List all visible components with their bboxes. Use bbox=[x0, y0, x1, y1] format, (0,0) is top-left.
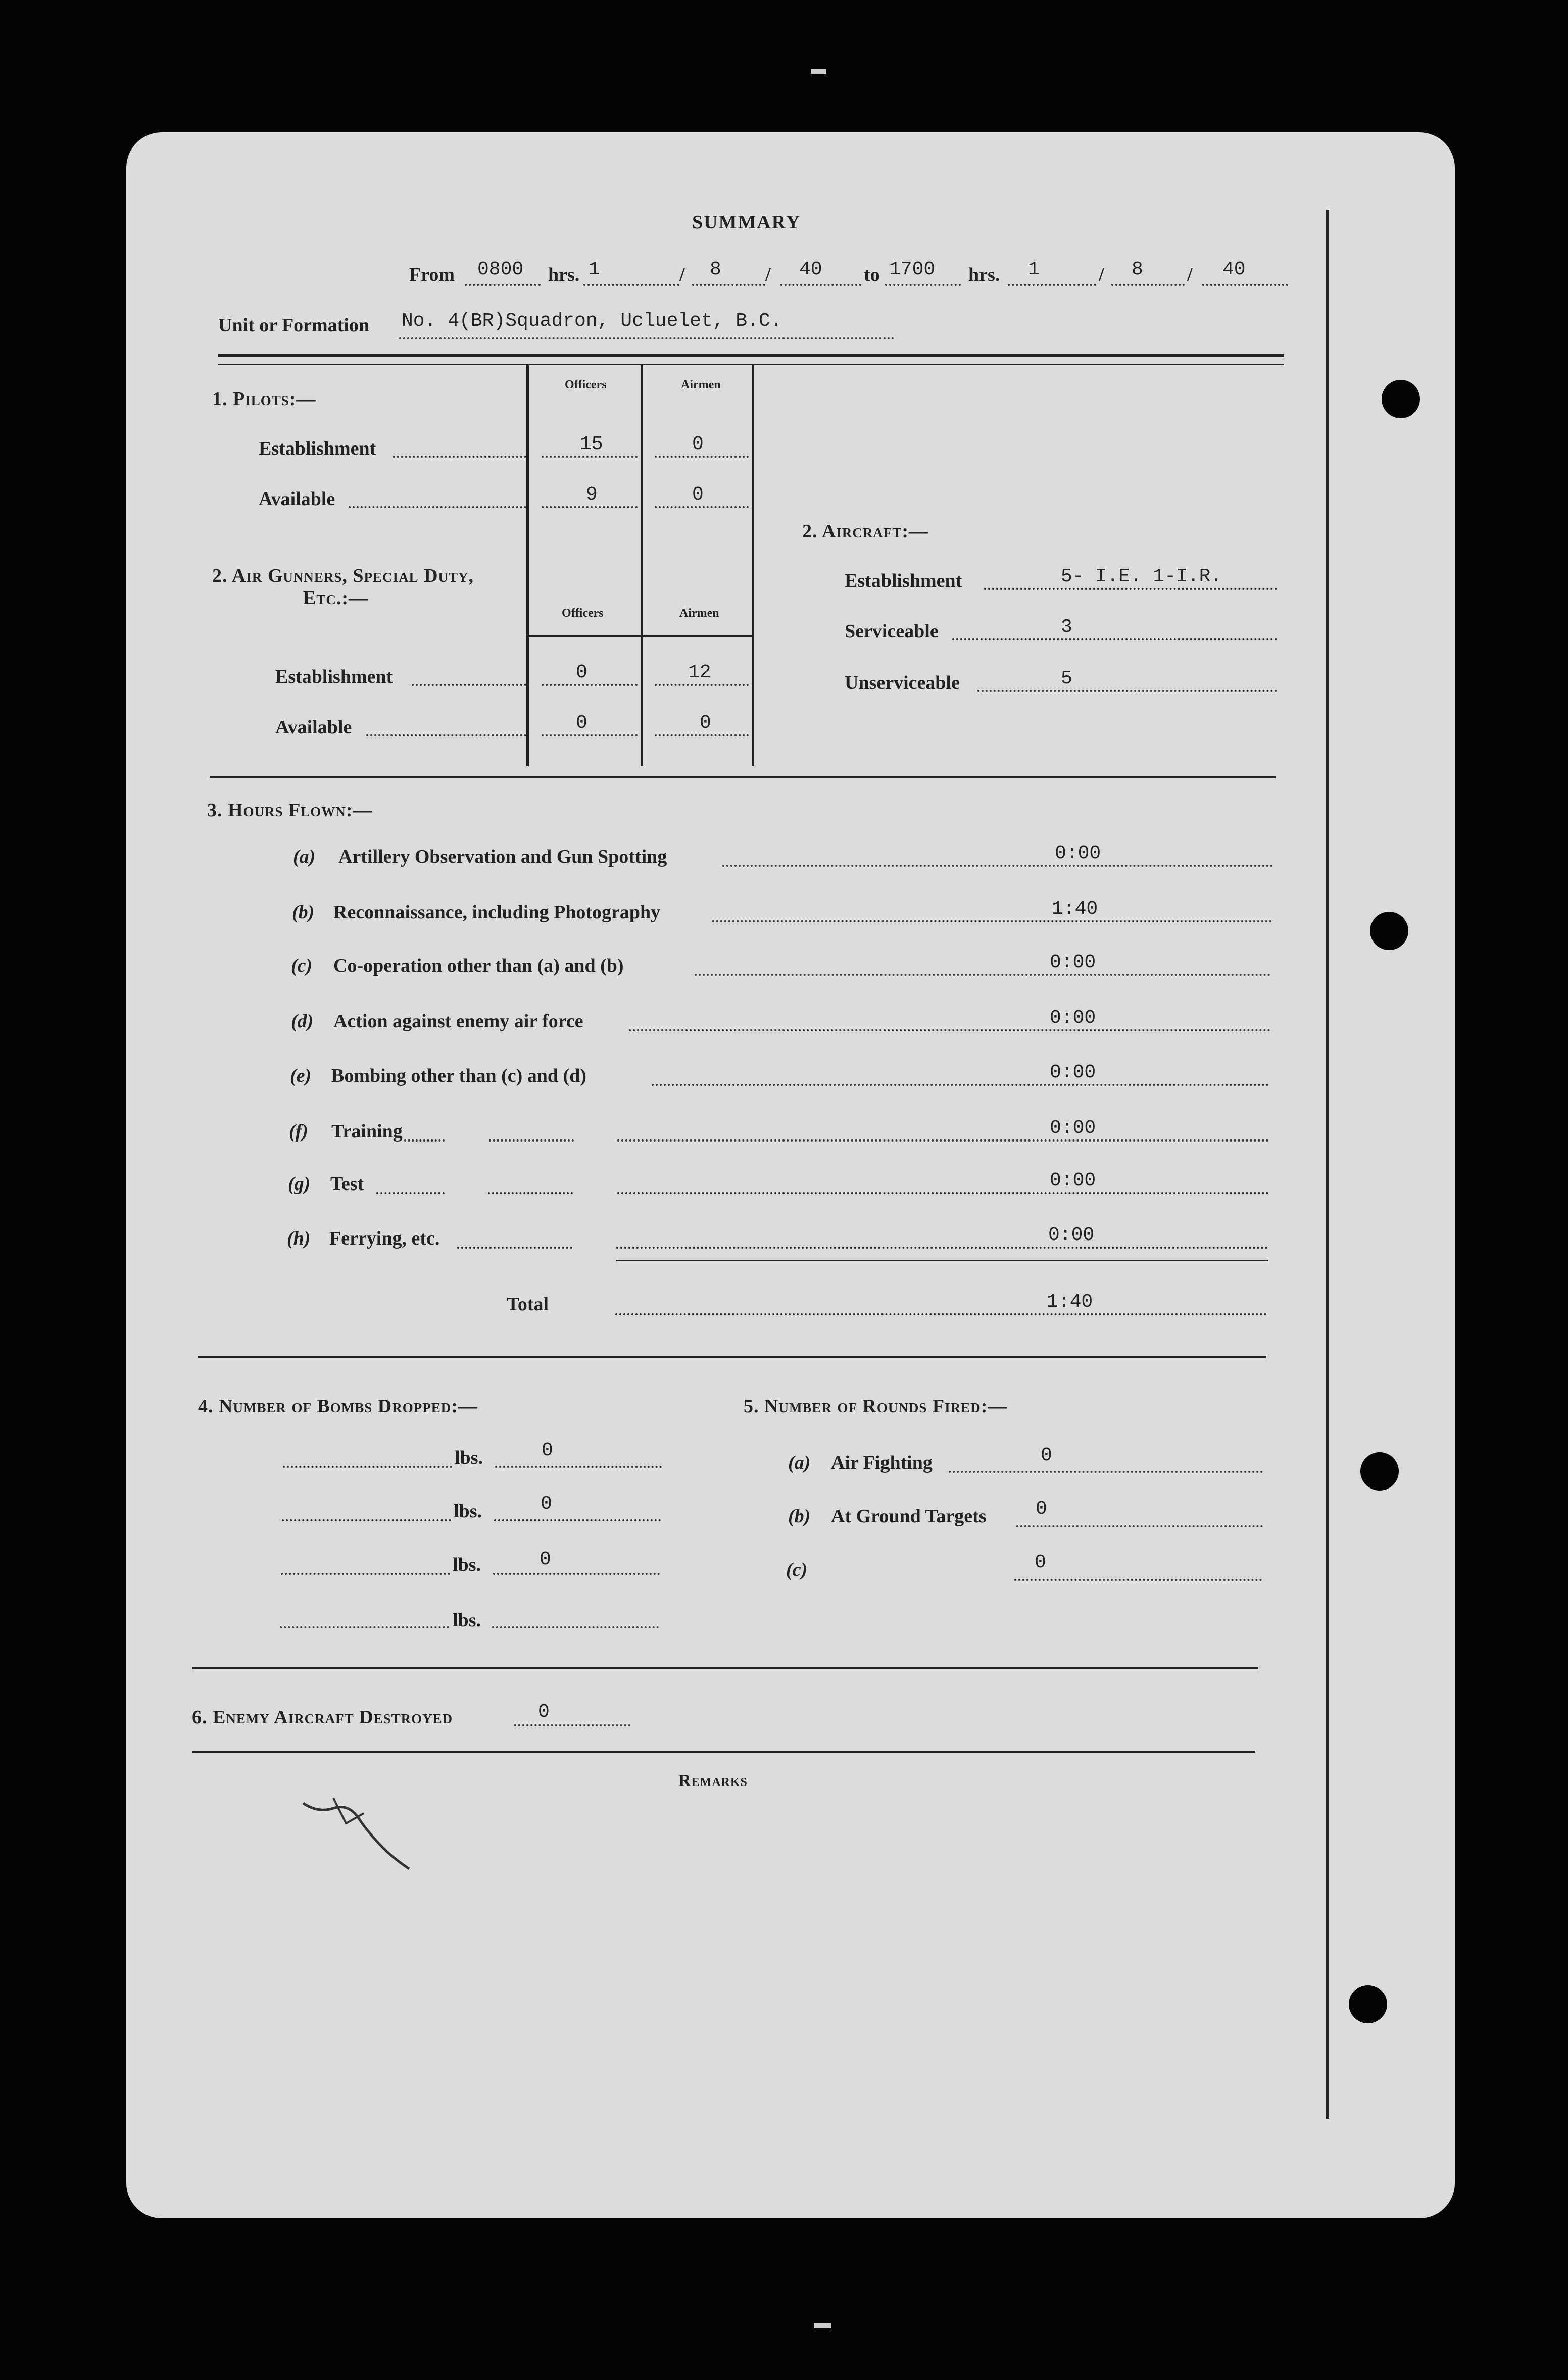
section-rule bbox=[218, 354, 1284, 357]
from-time: 0800 bbox=[477, 259, 524, 280]
pilots-avail-officers: 9 bbox=[586, 484, 598, 506]
enemy-aircraft-heading: 6. Enemy Aircraft Destroyed bbox=[192, 1707, 453, 1728]
binder-hole bbox=[1349, 1985, 1387, 2023]
rounds-c-value: 0 bbox=[1035, 1552, 1046, 1573]
hours-h-value: 0:00 bbox=[1048, 1224, 1095, 1246]
to-month: 8 bbox=[1132, 259, 1143, 280]
section-rule bbox=[192, 1751, 1255, 1753]
aircraft-establishment: 5- I.E. 1-I.R. bbox=[1061, 566, 1222, 587]
hours-total-label: Total bbox=[507, 1294, 549, 1315]
unit-value: No. 4(BR)Squadron, Ucluelet, B.C. bbox=[402, 310, 782, 332]
col-officers: Officers bbox=[565, 378, 607, 391]
col-officers: Officers bbox=[562, 607, 604, 620]
from-year: 40 bbox=[799, 259, 822, 280]
margin-line bbox=[1326, 210, 1329, 2119]
aircraft-serviceable: 3 bbox=[1061, 616, 1072, 638]
binder-hole bbox=[1360, 1452, 1399, 1491]
gunners-avail-airmen: 0 bbox=[700, 712, 711, 734]
film-mark bbox=[814, 2323, 831, 2328]
to-day: 1 bbox=[1028, 259, 1040, 280]
hours-e-value: 0:00 bbox=[1050, 1062, 1096, 1083]
unit-label: Unit or Formation bbox=[218, 315, 370, 336]
handwritten-mark bbox=[298, 1793, 419, 1874]
air-gunners-heading: 2. Air Gunners, Special Duty, bbox=[212, 565, 474, 586]
rounds-b-value: 0 bbox=[1036, 1498, 1047, 1520]
hours-g-value: 0:00 bbox=[1050, 1170, 1096, 1192]
col-airmen: Airmen bbox=[679, 607, 719, 620]
remarks-heading: Remarks bbox=[678, 1771, 748, 1790]
from-day: 1 bbox=[589, 259, 600, 280]
hours-total-value: 1:40 bbox=[1047, 1291, 1093, 1313]
hours-b-value: 1:40 bbox=[1052, 898, 1098, 920]
page-title: SUMMARY bbox=[692, 212, 801, 233]
enemy-aircraft-value: 0 bbox=[538, 1701, 550, 1723]
pilots-est-officers: 15 bbox=[580, 433, 603, 455]
hours-flown-heading: 3. Hours Flown:— bbox=[207, 800, 373, 821]
hours-d-value: 0:00 bbox=[1050, 1007, 1096, 1029]
col-airmen: Airmen bbox=[681, 378, 721, 391]
bombs-heading: 4. Number of Bombs Dropped:— bbox=[198, 1396, 478, 1417]
to-time: 1700 bbox=[889, 259, 936, 280]
pilots-est-airmen: 0 bbox=[692, 433, 704, 455]
pilots-avail-airmen: 0 bbox=[692, 484, 704, 506]
hours-a-value: 0:00 bbox=[1055, 842, 1101, 864]
binder-hole bbox=[1382, 380, 1420, 418]
section-rule bbox=[210, 776, 1276, 778]
section-rule bbox=[198, 1356, 1266, 1358]
rounds-a-value: 0 bbox=[1041, 1445, 1052, 1466]
aircraft-heading: 2. Aircraft:— bbox=[802, 521, 929, 542]
gunners-est-officers: 0 bbox=[576, 662, 587, 683]
hours-c-value: 0:00 bbox=[1050, 952, 1096, 973]
table-divider bbox=[526, 365, 529, 766]
from-month: 8 bbox=[710, 259, 721, 280]
section-rule bbox=[192, 1667, 1258, 1669]
pilots-heading: 1. Pilots:— bbox=[212, 388, 316, 410]
rounds-heading: 5. Number of Rounds Fired:— bbox=[744, 1396, 1008, 1417]
binder-hole bbox=[1370, 912, 1408, 950]
film-mark bbox=[811, 69, 826, 74]
hours-f-value: 0:00 bbox=[1050, 1117, 1096, 1139]
gunners-avail-officers: 0 bbox=[576, 712, 587, 734]
gunners-est-airmen: 12 bbox=[688, 662, 711, 683]
to-year: 40 bbox=[1222, 259, 1246, 280]
aircraft-unserviceable: 5 bbox=[1061, 668, 1072, 689]
